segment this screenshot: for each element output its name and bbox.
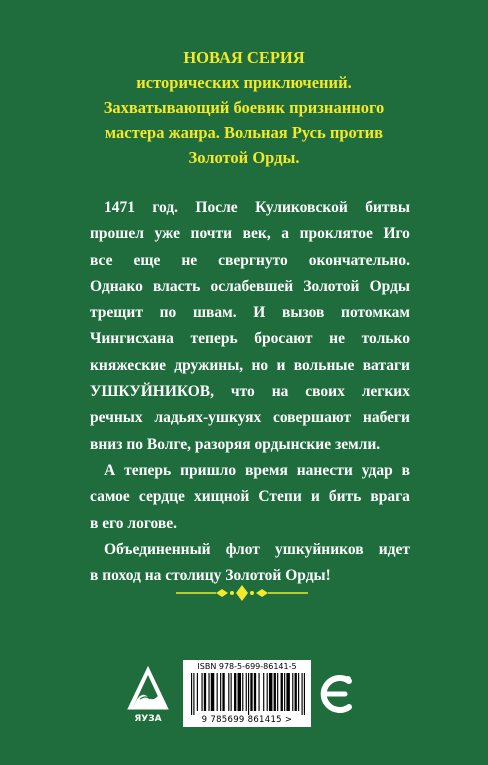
yauza-publisher-logo (126, 665, 170, 725)
blurb-word: и (276, 356, 286, 374)
barcode-bar (298, 673, 299, 711)
barcode-bar (217, 673, 218, 711)
barcode-bar (228, 673, 229, 711)
barcode-bar (220, 673, 221, 711)
blurb-word: теперь (124, 461, 172, 479)
blurb-word: Чингисхана (90, 330, 174, 348)
blurb-word: еще (133, 251, 161, 269)
blurb-word: идет (378, 540, 410, 558)
barcode-bar (193, 673, 194, 715)
blurb-line (90, 379, 410, 405)
blurb-word: а (281, 225, 290, 243)
barcode-bar (211, 673, 214, 711)
blurb-word: 1471 (104, 199, 135, 216)
blurb-word: Объединенный (104, 540, 211, 558)
barcode (191, 673, 305, 715)
blurb-line (90, 511, 410, 537)
blurb-word: бить (328, 488, 362, 506)
blurb-word: Золотой (303, 277, 360, 295)
series-promo (60, 45, 428, 170)
blurb-word: Куликовской (255, 199, 348, 216)
blurb-word: почти (190, 225, 233, 243)
blurb-word: И (253, 304, 266, 322)
blurb-word: После (195, 199, 238, 216)
blurb-line-text: в его логове. (90, 514, 177, 532)
blurb-word: не (181, 251, 198, 269)
blurb-word: Однако (90, 277, 143, 295)
barcode-bar (250, 673, 252, 711)
blurb-line (90, 458, 410, 484)
barcode-bar (191, 673, 192, 715)
blurb-word: Степи (258, 488, 302, 506)
blurb-word: время (245, 461, 288, 479)
blurb-line (90, 248, 410, 274)
yauza-logo-text: ЯУЗА (134, 714, 162, 724)
barcode-digits: 9 785699 861415 > (201, 715, 293, 725)
blurb-line (90, 405, 410, 431)
blurb-word: год. (152, 199, 179, 216)
blurb-line (90, 484, 410, 510)
blurb-word: Иго (383, 225, 410, 243)
blurb-word: власть (153, 277, 201, 295)
blurb-word: своих (305, 383, 345, 401)
blurb-word: ладьях-ушкуях (154, 409, 262, 427)
blurb-word: швам. (192, 304, 237, 322)
ornament-divider (176, 583, 308, 603)
book-blurb (90, 195, 410, 589)
blurb-word: ватаги (362, 356, 410, 374)
blurb-word: набеги (362, 409, 410, 427)
blurb-word: дружины, (174, 356, 244, 374)
blurb-word: только (361, 330, 410, 348)
eksmo-publisher-logo (315, 667, 355, 721)
promo-line: мастера жанра. Вольная Русь против (104, 123, 384, 142)
barcode-bar (304, 673, 305, 715)
blurb-line (90, 432, 410, 458)
blurb-word: Орды (369, 277, 410, 295)
blurb-word: не (329, 330, 345, 348)
blurb-word: нанести (296, 461, 353, 479)
barcode-bar (204, 673, 206, 711)
blurb-line (90, 221, 410, 247)
blurb-word: легких (361, 383, 410, 401)
blurb-word: по (159, 304, 177, 322)
blurb-word: окончательно. (308, 251, 410, 269)
barcode-bar (295, 673, 297, 711)
blurb-word: вольные (293, 356, 355, 374)
promo-line: Захватывающий боевик признанного (103, 98, 385, 117)
blurb-line (90, 195, 410, 221)
barcode-bar (231, 673, 232, 711)
barcode-bar (267, 673, 268, 711)
blurb-word: вызов (282, 304, 325, 322)
blurb-word: битвы (365, 199, 410, 216)
isbn-label: ISBN 978-5-699-86141-5 (197, 662, 297, 671)
blurb-word: бросают (254, 330, 313, 348)
blurb-word: пришло (180, 461, 237, 479)
barcode-bar (242, 673, 243, 711)
blurb-word: княжеские (90, 356, 166, 374)
blurb-word: потомкам (341, 304, 410, 322)
blurb-line (90, 300, 410, 326)
blurb-word: врага (370, 488, 410, 506)
barcode-bar (286, 673, 289, 711)
barcode-bar (258, 673, 259, 711)
barcode-bar (208, 673, 209, 711)
blurb-word: на (271, 383, 289, 401)
blurb-word: и (310, 488, 320, 506)
barcode-bar (238, 673, 241, 711)
blurb-word: сердце (138, 488, 185, 506)
blurb-word: что (230, 383, 255, 401)
promo-line: исторических приключений. (136, 73, 352, 92)
barcode-bar (254, 673, 256, 711)
blurb-word: УШКУЙНИКОВ, (90, 383, 214, 401)
barcode-bar (197, 673, 198, 711)
barcode-bar (246, 673, 247, 711)
barcode-bar (281, 673, 283, 711)
blurb-word: трещит (90, 304, 143, 322)
blurb-word: проклятое (299, 225, 373, 243)
blurb-word: совершают (272, 409, 352, 427)
blurb-word: удар (361, 461, 393, 479)
blurb-word: ушкуйников (275, 540, 364, 558)
barcode-bar (263, 673, 264, 711)
blurb-word: прошел (90, 225, 144, 243)
barcode-bar (277, 673, 278, 711)
blurb-word: в (401, 461, 410, 479)
blurb-word: флот (225, 540, 260, 558)
blurb-word: свергнуто (218, 251, 288, 269)
blurb-line (90, 274, 410, 300)
barcode-bar (269, 673, 272, 711)
blurb-word: самое (90, 488, 130, 506)
blurb-word: А (104, 461, 116, 479)
blurb-word: ослабевшей (210, 277, 294, 295)
blurb-word: теперь (190, 330, 238, 348)
blurb-word: век, (242, 225, 271, 243)
blurb-word: уже (154, 225, 180, 243)
blurb-line-text: вниз по Волге, разоряя ордынские земли. (90, 435, 381, 453)
promo-line: Золотой Орды. (188, 148, 300, 167)
blurb-line (90, 537, 410, 563)
blurb-word: речных (90, 409, 143, 427)
promo-line: НОВАЯ СЕРИЯ (183, 48, 305, 67)
blurb-line-text: в поход на столицу Золотой Орды! (90, 567, 331, 585)
barcode-bar (292, 673, 293, 711)
barcode-bar (302, 673, 303, 715)
blurb-word: все (90, 251, 113, 269)
barcode-bar (284, 673, 285, 711)
blurb-line (90, 326, 410, 352)
isbn-barcode-box (183, 660, 311, 727)
barcode-bar (222, 673, 224, 711)
barcode-bar (248, 673, 249, 715)
blurb-word: но (251, 356, 269, 374)
barcode-bar (234, 673, 236, 711)
blurb-line (90, 353, 410, 379)
barcode-bar (201, 673, 202, 711)
barcode-bar (274, 673, 276, 711)
blurb-word: хищной (193, 488, 250, 506)
